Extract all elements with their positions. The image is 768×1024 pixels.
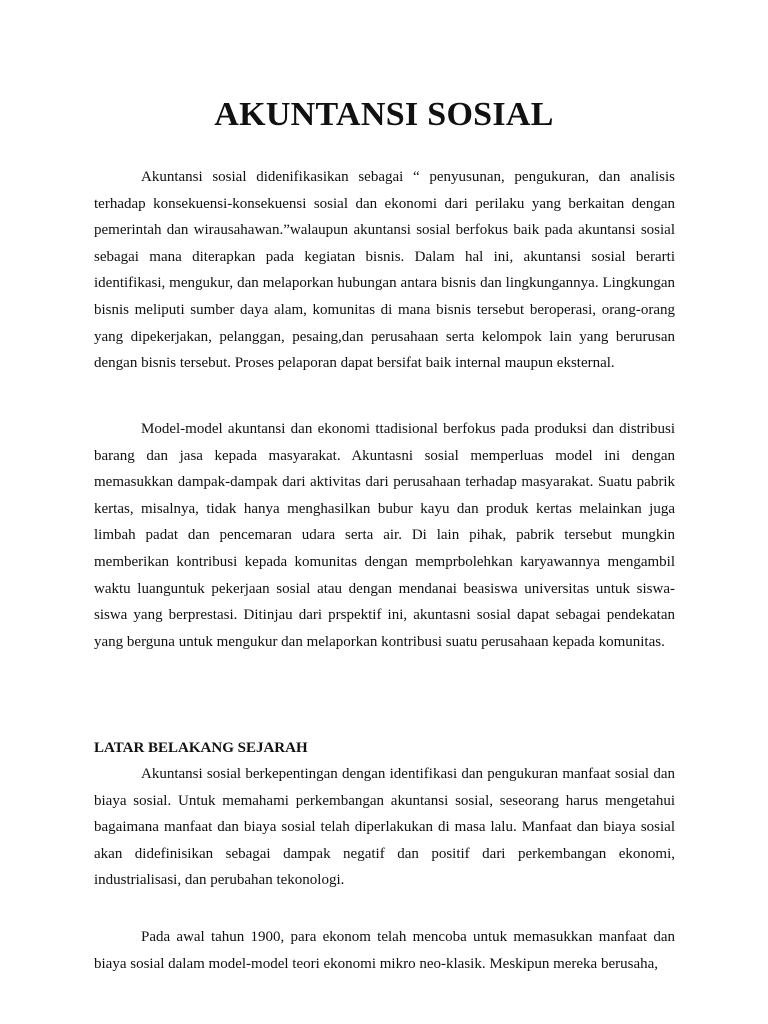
paragraph-models: Model-model akuntansi dan ekonomi ttadisional berfokus pada produksi dan distribusi barang dan jasa kepada masyarakat. Akuntasni sosial memperluas model ini dengan memasukkan dampak-dampak dari aktivitas dari perusahaan terhadap masyarakat. Suatu pabrik kertas, misalnya, tidak hanya menghasilkan bubur kayu dan produk kertas melainkan juga limbah padat dan pencemaran udara serta air. Di lain pihak, pabrik tersebut mungkin memberikan kontribusi kepada komunitas dengan memprbolehkan karyawannya mengambil waktu luanguntuk pekerjaan sosial atau dengan mendanai beasiswa universitas untuk siswa-siswa yang berprestasi. Ditinjau dari prspektif ini, akuntasni sosial dapat sebagai pendekatan yang berguna untuk mengukur dan melaporkan kontribusi suatu perusahaan kepada komunitas. [94,421,675,650]
document-title: AKUNTANSI SOSIAL [214,96,554,133]
paragraph-history-2: Pada awal tahun 1900, para ekonom telah mencoba untuk memasukkan manfaat dan biaya sosial dalam model-model teori ekonomi mikro neo-klasik. Meskipun mereka berusaha, [94,929,675,972]
paragraph-definition: Akuntansi sosial didenifikasikan sebagai “ penyusunan, pengukuran, dan analisis terhadap konsekuensi-konsekuensi sosial dan ekonomi dari perilaku yang berkaitan dengan pemerintah dan wirausahawan.”walaupun akuntansi sosial berfokus baik pada akuntansi sosial sebagai mana diterapkan pada kegiatan bisnis. Dalam hal ini, akuntansi sosial berarti identifikasi, mengukur, dan melaporkan hubungan antara bisnis dan lingkungannya. Lingkungan bisnis meliputi sumber daya alam, komunitas di mana bisnis tersebut beroperasi, orang-orang yang dipekerjakan, pelanggan, pesaing,dan perusahaan serta kelompok lain yang berurusan dengan bisnis tersebut. Proses pelaporan dapat bersifat baik internal maupun eksternal. [94,169,675,372]
section-heading-history: LATAR BELAKANG SEJARAH [94,740,308,756]
paragraph-history-1: Akuntansi sosial berkepentingan dengan identifikasi dan pengukuran manfaat sosial dan biaya sosial. Untuk memahami perkembangan akuntansi sosial, seseorang harus mengetahui bagaimana manfaat dan biaya sosial telah diperlakukan di masa lalu. Manfaat dan biaya sosial akan didefinisikan sebagai dampak negatif dan positif dari perkembangan ekonomi, industrialisasi, dan perubahan tekonologi. [94,766,675,889]
